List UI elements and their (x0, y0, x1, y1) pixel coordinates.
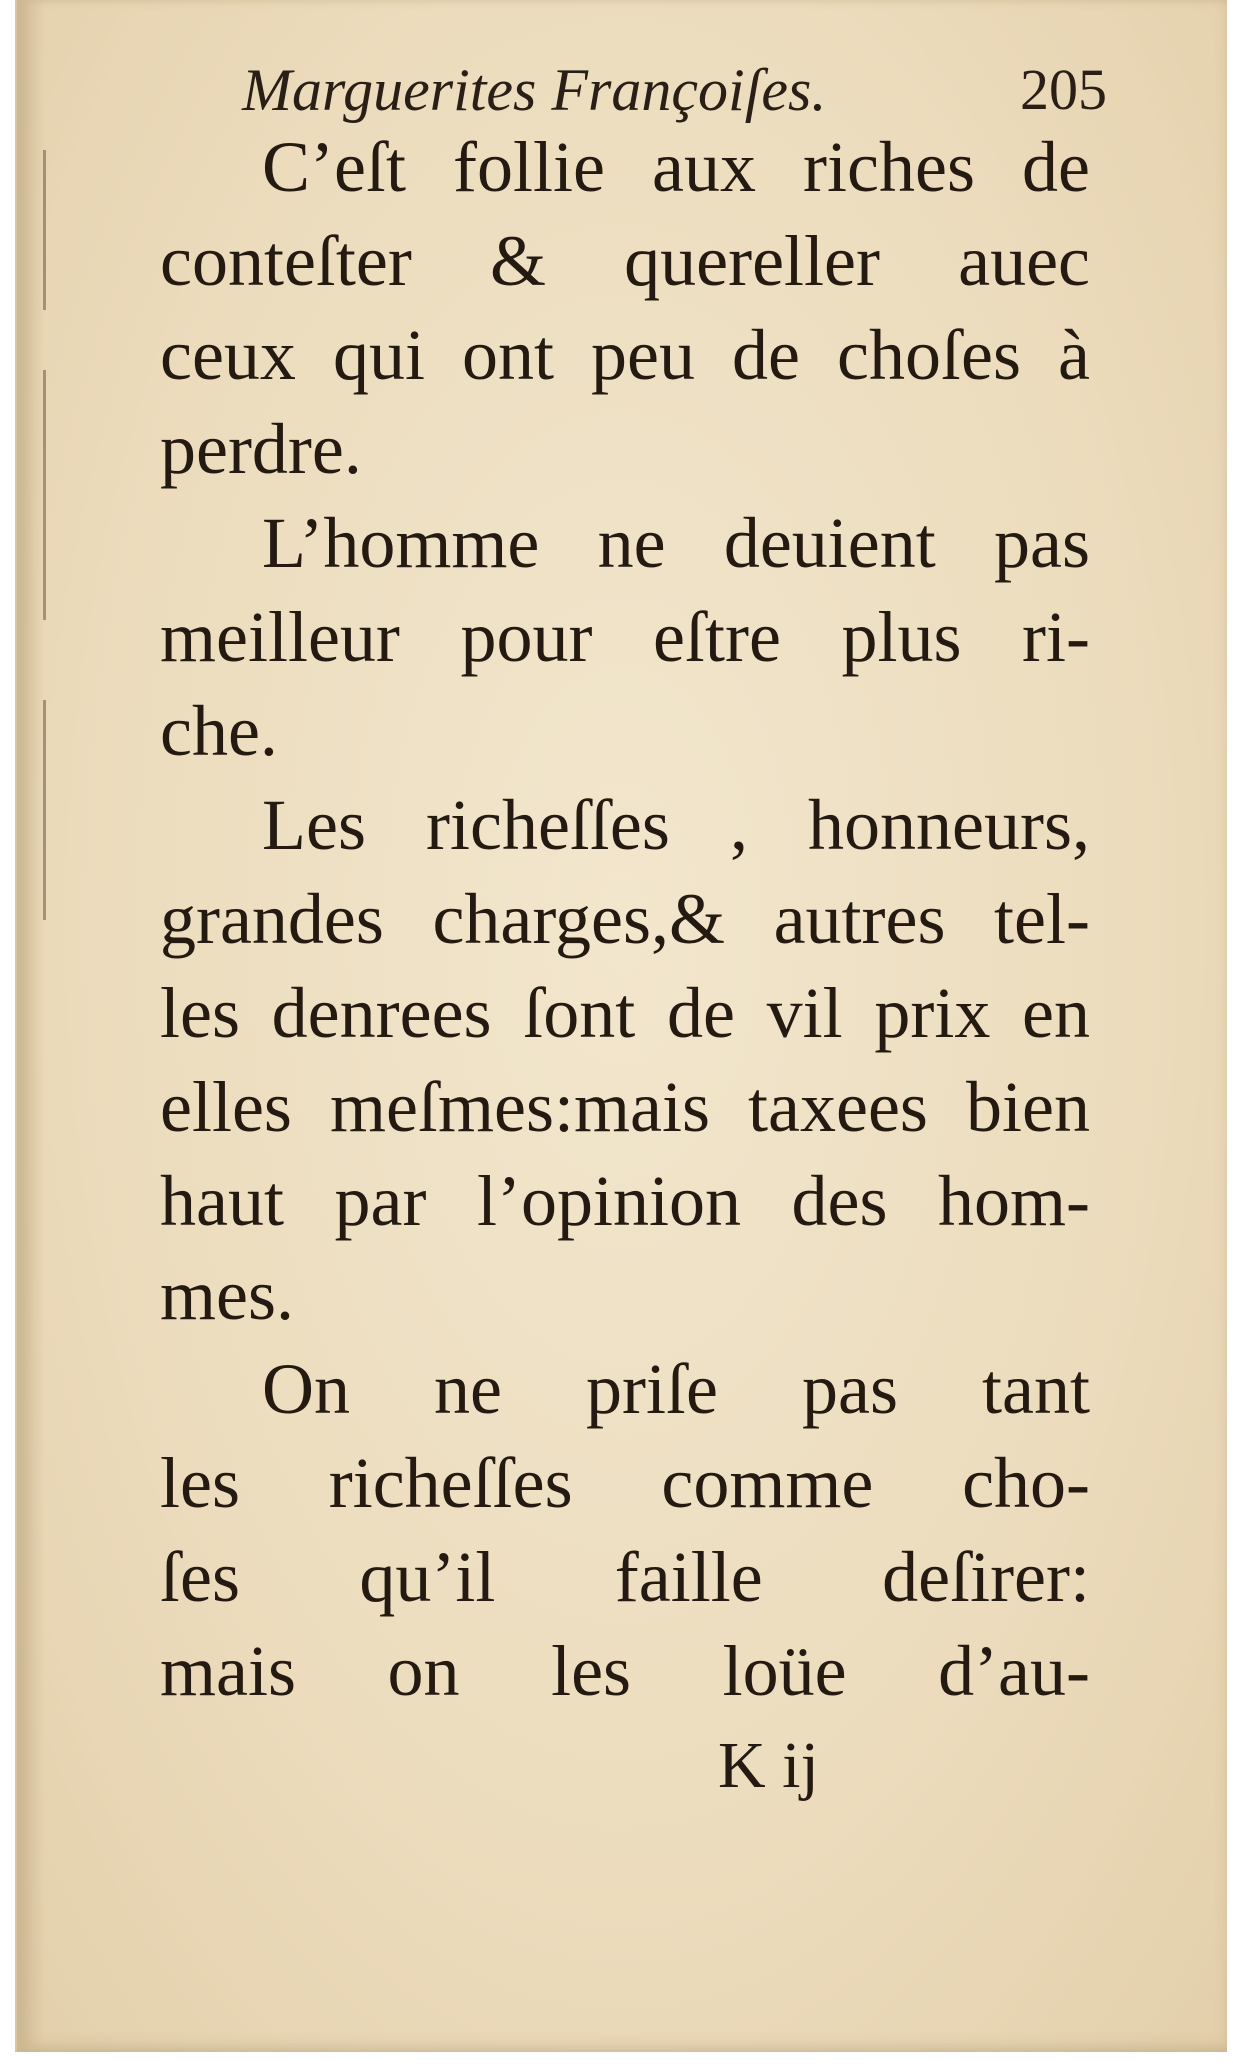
text-line: elles meſmes:mais taxees bien (160, 1067, 1090, 1147)
page-header (227, 48, 1107, 128)
text-line: mais on les loüe d’au- (160, 1631, 1090, 1711)
text-line: che. (160, 691, 278, 771)
text-line: ceux qui ont peu de choſes à (160, 315, 1090, 395)
text-line: haut par l’opinion des hom- (160, 1161, 1090, 1241)
text-line: C’eſt follie aux riches de (262, 127, 1090, 207)
text-line: conteſter & quereller auec (160, 221, 1090, 301)
margin-rule (43, 700, 46, 920)
text-line: meilleur pour eſtre plus ri- (160, 597, 1090, 677)
margin-rule (43, 370, 46, 620)
text-line: mes. (160, 1255, 294, 1335)
signature-mark: K ij (718, 1729, 819, 1802)
text-line: grandes charges,& autres tel- (160, 879, 1090, 959)
margin-rule (43, 150, 46, 310)
page-gutter (17, 0, 45, 2052)
text-line: perdre. (160, 409, 362, 489)
text-line: les denrees ſont de vil prix en (160, 973, 1090, 1053)
running-title: Marguerites Françoiſes. (242, 57, 827, 123)
text-line: L’homme ne deuient pas (262, 503, 1090, 583)
page-number: 205 (1020, 57, 1107, 122)
text-line: Les richeſſes , honneurs, (262, 785, 1090, 865)
text-line: On ne priſe pas tant (262, 1349, 1090, 1429)
text-line: les richeſſes comme cho- (160, 1443, 1090, 1523)
text-line: ſes qu’il faille deſirer: (160, 1537, 1090, 1617)
